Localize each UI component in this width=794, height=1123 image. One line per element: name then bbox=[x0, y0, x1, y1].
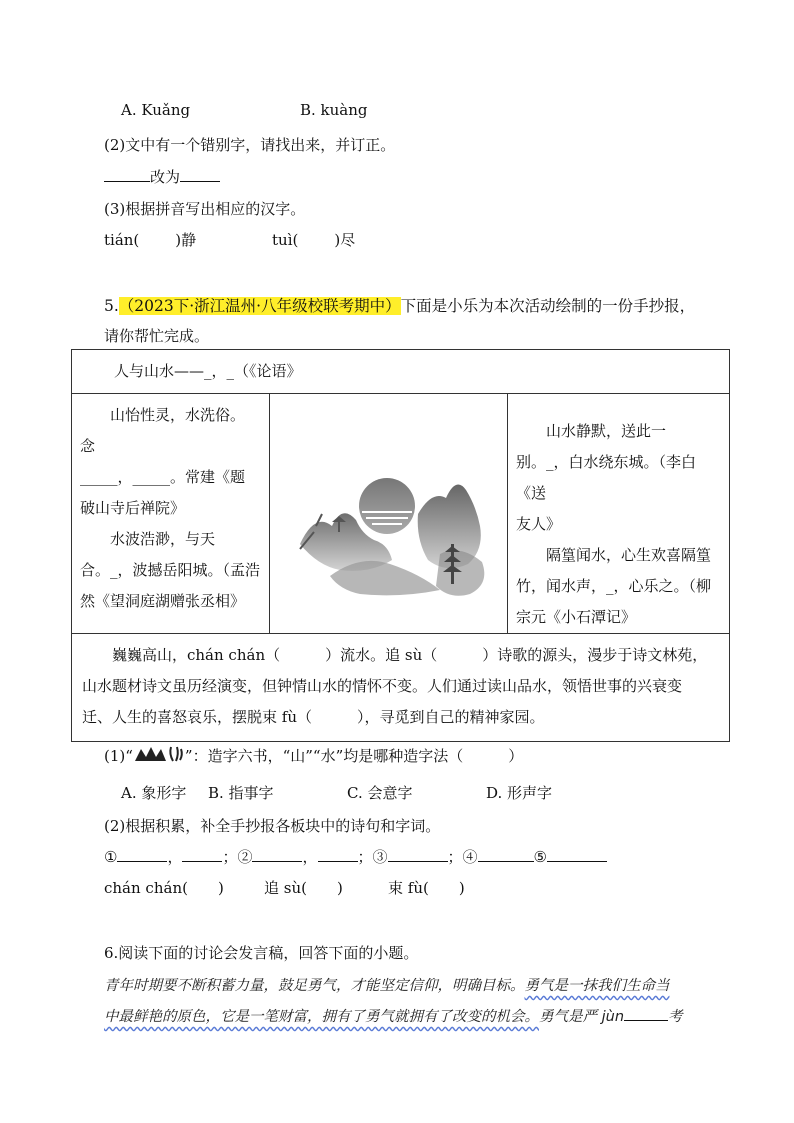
q5-sub1-prompt bbox=[104, 745, 523, 766]
left-line-5: 水波浩渺，与天 bbox=[110, 530, 216, 548]
passage-underlined-segment: 勇气是一抹我们生命当 bbox=[524, 978, 670, 994]
answer-blank[interactable] bbox=[547, 847, 607, 862]
pinyin-label: tián( bbox=[104, 231, 140, 249]
q4-sub3-item2 bbox=[272, 229, 355, 250]
answer-blank[interactable] bbox=[318, 847, 358, 862]
q4-sub3-prompt: (3)根据拼音写出相应的汉字。 bbox=[104, 200, 306, 218]
q5-sub1-option-d: D. 形声字 bbox=[486, 784, 553, 802]
q5-word-2: 追 sù( ) bbox=[264, 879, 343, 897]
poster-bottom-cell bbox=[72, 634, 730, 742]
q5-sub2-prompt: (2)根据积累，补全手抄报各板块中的诗句和字词。 bbox=[104, 817, 441, 835]
q5-number: 5. bbox=[104, 297, 119, 315]
answer-blank[interactable] bbox=[182, 847, 222, 862]
q5-sub1-option-c: C. 会意字 bbox=[347, 784, 413, 802]
left-line-1: 山怡性灵，水洗俗。 bbox=[110, 406, 246, 424]
passage-segment: 青年时期要不断积蓄力量，鼓足勇气，才能坚定信仰，明确目标。 bbox=[104, 978, 525, 994]
marker-3: ；③ bbox=[357, 848, 388, 866]
q5-stem-a: 下面是小乐为本次活动绘制的一份手抄报， bbox=[400, 297, 696, 315]
marker-5: ⑤ bbox=[533, 848, 547, 866]
ink-landscape-image bbox=[270, 394, 508, 626]
q4-sub3-item1 bbox=[104, 229, 196, 250]
change-to-label: 改为 bbox=[150, 168, 181, 186]
passage-segment: 考 bbox=[668, 1009, 683, 1025]
poster-image-cell bbox=[270, 394, 508, 634]
left-line-4: 破山寺后禅院》 bbox=[80, 499, 186, 517]
answer-blank[interactable] bbox=[104, 167, 150, 182]
comma: ， bbox=[302, 848, 318, 866]
pinyin-label: tuì( bbox=[272, 231, 299, 249]
poster-header: 人与山水——_，_（《论语》 bbox=[114, 362, 302, 380]
right-line-5: 竹，闻水声，_，心乐之。（柳 bbox=[516, 577, 712, 595]
right-line-6: 宗元《小石潭记》 bbox=[516, 608, 637, 626]
q4-option-b: B. kuàng bbox=[300, 101, 368, 119]
poster-left-cell bbox=[72, 394, 270, 634]
q6-passage-line2 bbox=[104, 1005, 683, 1026]
tail-label: )尽 bbox=[334, 231, 356, 249]
answer-blank[interactable] bbox=[117, 847, 167, 862]
bottom-line-3: 迁、人生的喜怒哀乐，摆脱束 fù（ ），寻觅到自己的精神家园。 bbox=[82, 708, 545, 726]
right-line-4: 隔篁闻水，心生欢喜隔篁 bbox=[546, 546, 712, 564]
left-line-6: 合。_，波撼岳阳城。（孟浩 bbox=[80, 561, 261, 579]
q5-word-3: 束 fù( ) bbox=[388, 879, 465, 897]
right-line-3: 友人》 bbox=[516, 515, 562, 533]
right-line-1: 山水静默，送此一 bbox=[546, 422, 667, 440]
poster-header-cell bbox=[72, 350, 730, 394]
ancient-script-shan-shui-icon bbox=[133, 745, 185, 763]
q5-stem-line2: 请你帮忙完成。 bbox=[104, 327, 210, 345]
q6-passage-line1 bbox=[104, 974, 670, 995]
q4-option-a: A. Kuǎng bbox=[121, 101, 191, 119]
sub1-question-text: ”：造字六书，“山”“水”均是哪种造字法（ ） bbox=[184, 747, 524, 765]
answer-blank[interactable] bbox=[180, 167, 220, 182]
answer-blank[interactable] bbox=[252, 847, 302, 862]
left-line-3: _____，_____。常建《题 bbox=[80, 468, 246, 486]
passage-underlined-segment: 中最鲜艳的原色，它是一笔财富，拥有了勇气就拥有了改变的机会。 bbox=[104, 1009, 539, 1025]
comma: ， bbox=[167, 848, 183, 866]
tail-label: )静 bbox=[175, 231, 197, 249]
answer-blank[interactable] bbox=[478, 847, 534, 862]
poster-table bbox=[71, 349, 730, 742]
q5-stem-line1 bbox=[104, 294, 695, 316]
bottom-line-2: 山水题材诗文虽历经演变，但钟情山水的情怀不变。人们通过读山品水，领悟世事的兴衰变 bbox=[82, 677, 683, 695]
answer-blank[interactable] bbox=[388, 847, 448, 862]
moon-shape bbox=[359, 478, 415, 534]
left-line-7: 然《望洞庭湖赠张丞相》 bbox=[80, 592, 246, 610]
marker-1: ① bbox=[104, 848, 118, 866]
q5-source-tag: （2023下·浙江温州·八年级校联考期中） bbox=[118, 297, 401, 315]
poster-right-cell bbox=[508, 394, 730, 634]
q5-sub2-blanks bbox=[104, 846, 607, 867]
answer-blank[interactable] bbox=[624, 1007, 668, 1021]
q4-sub2-answer-line bbox=[104, 166, 220, 187]
bottom-line-1: 巍巍高山，chán chán（ ）流水。追 sù（ ）诗歌的源头，漫步于诗文林苑， bbox=[112, 646, 708, 664]
quote-open: (1)“ bbox=[104, 747, 133, 765]
q4-sub2-prompt: (2)文中有一个错别字，请找出来，并订正。 bbox=[104, 136, 396, 154]
q5-sub1-option-a: A. 象形字 bbox=[121, 784, 187, 802]
marker-4: ；④ bbox=[447, 848, 478, 866]
passage-segment: 勇气是严 jùn bbox=[539, 1009, 625, 1025]
q5-sub1-option-b: B. 指事字 bbox=[208, 784, 274, 802]
q5-word-1: chán chán( ) bbox=[104, 879, 224, 897]
right-line-2: 别。_，白水绕东城。（李白《送 bbox=[516, 453, 697, 502]
left-line-2: 念 bbox=[80, 437, 96, 455]
q6-title: 6.阅读下面的讨论会发言稿，回答下面的小题。 bbox=[104, 944, 419, 962]
marker-2: ；② bbox=[222, 848, 253, 866]
